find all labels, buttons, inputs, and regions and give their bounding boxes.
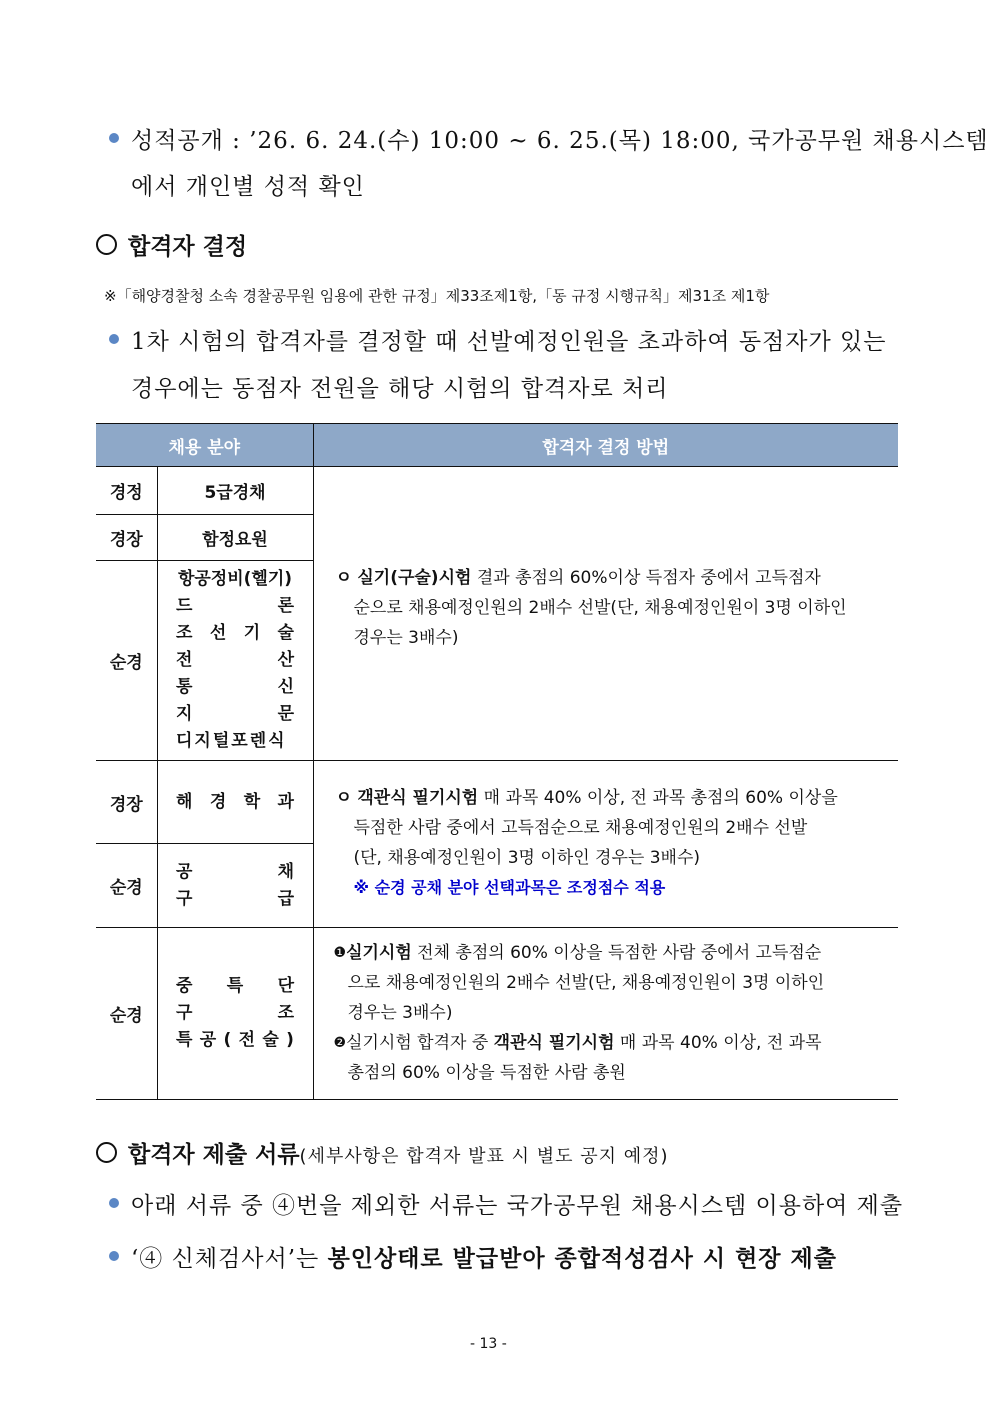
field-item-shipbuilding: 조 선 기 술 <box>176 623 294 643</box>
field-item-public: 공 채 <box>176 861 294 882</box>
written-line1: 매 과목 40% 이상, 전 과목 총점의 60% 이상을 <box>478 788 838 808</box>
tie-rule-line1: 1차 시험의 합격자를 결정할 때 선발예정인원을 초과하여 동점자가 있는 <box>131 329 887 355</box>
written-line2: 득점한 사람 중에서 고득점순으로 채용예정인원의 2배수 선발 <box>353 818 808 838</box>
documents-bullet2 <box>131 1240 837 1273</box>
special-line5: 총점의 60% 이상을 득점한 사람 총원 <box>347 1063 626 1083</box>
field-item-computing: 전 산 <box>176 650 294 670</box>
method-practical-cell <box>313 467 898 761</box>
field-item-rescue: 구 조 <box>176 1003 294 1023</box>
field-item-coastguard-dept: 해 경 학 과 <box>176 791 294 812</box>
bullet-icon <box>109 1251 119 1261</box>
number-1-icon: ❶ <box>333 945 347 961</box>
field-cell: 함정요원 <box>157 515 313 561</box>
written-line3: (단, 채용예정인원이 3명 이하인 경우는 3배수) <box>353 848 700 868</box>
score-release-line2: 에서 개인별 성적 확인 <box>131 174 365 200</box>
field-cell <box>157 761 313 844</box>
special-line4-pre: 실기시험 합격자 중 <box>346 1033 494 1053</box>
special-line3: 경우는 3배수) <box>347 1003 453 1023</box>
pass-decision-table <box>96 423 898 1100</box>
practical-line2: 순으로 채용예정인원의 2배수 선발(단, 채용예정인원이 3명 이하인 <box>353 598 847 618</box>
method-special-cell <box>313 928 898 1100</box>
rank-cell: 경장 <box>96 761 157 844</box>
documents-heading-line <box>128 1136 669 1169</box>
rank-cell: 순경 <box>96 561 157 761</box>
special-line2: 으로 채용예정인원의 2배수 선발(단, 채용예정인원이 3명 이하인 <box>347 973 825 993</box>
written-label: 객관식 필기시험 <box>493 1033 615 1053</box>
pass-decision-heading: 합격자 결정 <box>128 234 248 260</box>
score-release-line1: 성적공개 : ’26. 6. 24.(수) 10:00 ~ 6. 25.(목) 18:00, 국가공무원 채용시스템 <box>131 128 989 154</box>
field-list-cell <box>157 928 313 1100</box>
method-written-cell <box>313 761 898 928</box>
rank-cell: 경장 <box>96 515 157 561</box>
field-item-telecom: 통 신 <box>176 677 294 697</box>
circle-bullet-icon <box>96 234 117 255</box>
rank-cell: 순경 <box>96 844 157 928</box>
written-note: ※ 순경 공채 분야 선택과목은 조정점수 적용 <box>353 878 666 897</box>
written-exam-label: 객관식 필기시험 <box>357 788 479 808</box>
practical-line3: 경우는 3배수) <box>353 628 459 648</box>
practical-label: 실기시험 <box>346 943 412 963</box>
number-2-icon: ❷ <box>333 1035 347 1051</box>
field-item: 항공정비(헬기) <box>177 569 293 589</box>
method-marker: ㅇ <box>335 568 352 588</box>
documents-heading-note: (세부사항은 합격자 발표 시 별도 공지 예정) <box>299 1146 669 1167</box>
bullet-icon <box>109 334 119 344</box>
field-item-fingerprint: 지 문 <box>176 704 294 724</box>
field-item: 디지털포렌식 <box>176 731 287 751</box>
documents-bullet1: 아래 서류 중 ④번을 제외한 서류는 국가공무원 채용시스템 이용하여 제출 <box>131 1193 904 1219</box>
practical-line1: 결과 총점의 60%이상 득점자 중에서 고득점자 <box>471 568 821 588</box>
field-item-special-unit: 중 특 단 <box>176 976 294 996</box>
method-marker: ㅇ <box>335 788 352 808</box>
header-field: 채용 분야 <box>96 424 313 467</box>
special-line1: 전체 총점의 60% 이상을 득점한 사람 중에서 고득점순 <box>411 943 822 963</box>
documents-heading: 합격자 제출 서류 <box>128 1142 300 1168</box>
field-list-cell <box>157 844 313 928</box>
field-cell: 5급경채 <box>157 467 313 515</box>
documents-bullet2-bold: 봉인상태로 발급받아 종합적성검사 시 현장 제출 <box>327 1246 837 1272</box>
field-item-emt: 구 급 <box>176 888 294 909</box>
documents-bullet2-pre: ‘④ 신체검사서’는 <box>131 1246 328 1272</box>
bullet-icon <box>109 133 119 143</box>
page-number: - 13 - <box>470 1336 507 1352</box>
special-line4-rest: 매 과목 40% 이상, 전 과목 <box>614 1033 822 1053</box>
field-list-cell <box>157 561 313 761</box>
circle-bullet-icon <box>96 1142 117 1163</box>
field-item-drone: 드 론 <box>176 596 294 616</box>
regulation-note: ※「해양경찰청 소속 경찰공무원 임용에 관한 규정」제33조제1항,「동 규정 시행규칙」제31조 제1항 <box>104 287 770 305</box>
bullet-icon <box>109 1198 119 1208</box>
practical-exam-label: 실기(구술)시험 <box>357 568 472 588</box>
field-item-swat: 특 공 ( 전 술 ) <box>176 1030 294 1050</box>
header-method: 합격자 결정 방법 <box>313 424 898 467</box>
rank-cell: 순경 <box>96 928 157 1100</box>
rank-cell: 경정 <box>96 467 157 515</box>
tie-rule-line2: 경우에는 동점자 전원을 해당 시험의 합격자로 처리 <box>131 376 669 402</box>
